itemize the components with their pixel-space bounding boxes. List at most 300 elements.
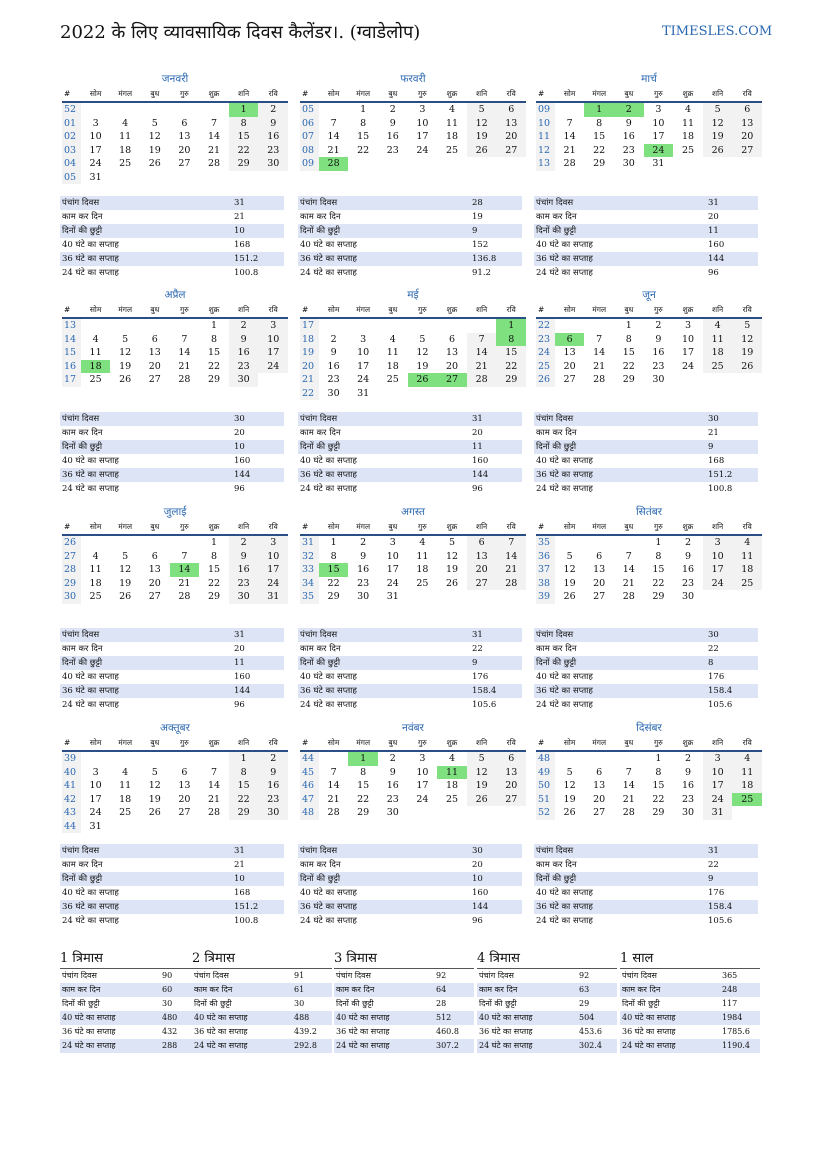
- day-cell[interactable]: 26: [732, 360, 762, 374]
- day-cell[interactable]: 15: [207, 564, 221, 575]
- day-cell[interactable]: 19: [563, 577, 576, 589]
- day-cell[interactable]: 5: [566, 766, 573, 778]
- day-cell[interactable]: 29: [207, 591, 221, 602]
- day-cell[interactable]: 27: [496, 144, 526, 158]
- day-cell[interactable]: 29: [593, 158, 606, 169]
- day-cell[interactable]: 9: [360, 550, 367, 562]
- day-cell[interactable]: 14: [622, 564, 635, 575]
- day-cell[interactable]: 6: [151, 550, 158, 562]
- day-cell[interactable]: 23: [386, 144, 399, 156]
- day-cell[interactable]: 4: [732, 536, 762, 550]
- day-cell[interactable]: 19: [563, 793, 576, 805]
- day-cell[interactable]: 24: [258, 577, 288, 591]
- holiday-day-cell[interactable]: 28: [319, 157, 349, 171]
- day-cell[interactable]: 10: [89, 131, 102, 142]
- day-cell[interactable]: 28: [207, 158, 221, 169]
- day-cell[interactable]: 23: [357, 577, 370, 589]
- day-cell[interactable]: 5: [467, 752, 497, 766]
- day-cell[interactable]: 27: [148, 374, 161, 385]
- day-cell[interactable]: 5: [703, 103, 733, 117]
- day-cell[interactable]: 19: [148, 144, 161, 156]
- day-cell[interactable]: 22: [652, 793, 665, 805]
- holiday-day-cell[interactable]: 1: [584, 103, 614, 117]
- day-cell[interactable]: 31: [652, 158, 665, 169]
- day-cell[interactable]: 6: [496, 103, 526, 117]
- day-cell[interactable]: 27: [732, 144, 762, 158]
- day-cell[interactable]: 10: [681, 333, 695, 345]
- day-cell[interactable]: 18: [386, 360, 399, 372]
- day-cell[interactable]: 3: [419, 753, 426, 764]
- day-cell[interactable]: 22: [207, 360, 221, 372]
- day-cell[interactable]: 18: [89, 577, 102, 589]
- day-cell[interactable]: 4: [122, 117, 129, 129]
- day-cell[interactable]: 2: [258, 103, 288, 117]
- day-cell[interactable]: 1: [625, 320, 632, 331]
- day-cell[interactable]: 17: [258, 563, 288, 577]
- day-cell[interactable]: 10: [357, 347, 370, 358]
- day-cell[interactable]: 21: [207, 144, 221, 156]
- day-cell[interactable]: 14: [327, 780, 340, 791]
- day-cell[interactable]: 6: [732, 103, 762, 117]
- day-cell[interactable]: 2: [389, 753, 396, 764]
- day-cell[interactable]: 12: [732, 333, 762, 347]
- day-cell[interactable]: 8: [625, 333, 632, 345]
- day-cell[interactable]: 11: [703, 333, 733, 347]
- day-cell[interactable]: 22: [327, 577, 340, 589]
- day-cell[interactable]: 7: [625, 550, 632, 562]
- day-cell[interactable]: 29: [229, 157, 259, 171]
- day-cell[interactable]: 15: [207, 347, 221, 358]
- day-cell[interactable]: 24: [89, 807, 102, 818]
- day-cell[interactable]: 13: [496, 766, 526, 780]
- day-cell[interactable]: 31: [386, 591, 399, 602]
- holiday-day-cell[interactable]: 6: [555, 333, 585, 347]
- day-cell[interactable]: 13: [148, 564, 161, 575]
- day-cell[interactable]: 12: [445, 550, 459, 562]
- day-cell[interactable]: 5: [151, 117, 158, 129]
- day-cell[interactable]: 6: [181, 766, 188, 778]
- day-cell[interactable]: 28: [327, 807, 340, 818]
- day-cell[interactable]: 13: [732, 117, 762, 131]
- day-cell[interactable]: 16: [327, 360, 340, 372]
- day-cell[interactable]: 30: [681, 807, 695, 818]
- day-cell[interactable]: 19: [119, 577, 132, 589]
- holiday-day-cell[interactable]: 1: [348, 752, 378, 766]
- holiday-day-cell[interactable]: 25: [732, 793, 762, 807]
- day-cell[interactable]: 24: [89, 158, 102, 169]
- day-cell[interactable]: 5: [122, 333, 129, 345]
- day-cell[interactable]: 8: [211, 550, 218, 562]
- day-cell[interactable]: 17: [681, 347, 695, 358]
- day-cell[interactable]: 11: [732, 766, 762, 780]
- day-cell[interactable]: 6: [449, 333, 456, 345]
- day-cell[interactable]: 16: [229, 346, 259, 360]
- holiday-day-cell[interactable]: 8: [496, 333, 526, 347]
- day-cell[interactable]: 4: [92, 550, 99, 562]
- day-cell[interactable]: 11: [119, 780, 132, 791]
- day-cell[interactable]: 10: [258, 550, 288, 564]
- day-cell[interactable]: 14: [593, 347, 606, 358]
- holiday-day-cell[interactable]: 24: [644, 144, 674, 158]
- day-cell[interactable]: 13: [178, 131, 191, 142]
- day-cell[interactable]: 6: [496, 752, 526, 766]
- day-cell[interactable]: 21: [496, 563, 526, 577]
- day-cell[interactable]: 24: [386, 577, 399, 589]
- day-cell[interactable]: 15: [357, 131, 370, 142]
- day-cell[interactable]: 31: [357, 387, 370, 399]
- day-cell[interactable]: 21: [467, 360, 497, 374]
- day-cell[interactable]: 23: [681, 793, 695, 805]
- day-cell[interactable]: 23: [652, 360, 665, 372]
- day-cell[interactable]: 25: [445, 144, 459, 156]
- day-cell[interactable]: 15: [593, 131, 606, 142]
- day-cell[interactable]: 27: [148, 591, 161, 602]
- day-cell[interactable]: 25: [89, 591, 102, 602]
- day-cell[interactable]: 16: [229, 563, 259, 577]
- day-cell[interactable]: 26: [445, 577, 459, 589]
- day-cell[interactable]: 13: [593, 564, 606, 575]
- day-cell[interactable]: 22: [357, 144, 370, 156]
- day-cell[interactable]: 17: [386, 564, 399, 575]
- day-cell[interactable]: 5: [566, 550, 573, 562]
- holiday-day-cell[interactable]: 14: [170, 563, 200, 577]
- day-cell[interactable]: 16: [386, 131, 399, 142]
- day-cell[interactable]: 6: [596, 550, 603, 562]
- day-cell[interactable]: 8: [330, 550, 337, 562]
- day-cell[interactable]: 20: [732, 130, 762, 144]
- day-cell[interactable]: 7: [181, 333, 188, 345]
- day-cell[interactable]: 2: [685, 537, 692, 548]
- day-cell[interactable]: 30: [622, 158, 635, 169]
- day-cell[interactable]: 5: [449, 537, 456, 548]
- day-cell[interactable]: 9: [258, 117, 288, 131]
- day-cell[interactable]: 13: [496, 117, 526, 131]
- day-cell[interactable]: 27: [593, 591, 606, 602]
- day-cell[interactable]: 15: [357, 780, 370, 791]
- day-cell[interactable]: 25: [703, 360, 733, 374]
- day-cell[interactable]: 25: [119, 807, 132, 818]
- day-cell[interactable]: 3: [258, 536, 288, 550]
- day-cell[interactable]: 14: [178, 347, 191, 358]
- day-cell[interactable]: 25: [732, 577, 762, 591]
- day-cell[interactable]: 20: [148, 577, 161, 589]
- day-cell[interactable]: 20: [467, 563, 497, 577]
- day-cell[interactable]: 13: [593, 780, 606, 791]
- day-cell[interactable]: 24: [416, 793, 429, 805]
- day-cell[interactable]: 28: [467, 373, 497, 387]
- month-name[interactable]: मार्च: [641, 73, 657, 85]
- day-cell[interactable]: 13: [178, 780, 191, 791]
- day-cell[interactable]: 3: [389, 537, 396, 548]
- day-cell[interactable]: 24: [416, 144, 429, 156]
- day-cell[interactable]: 3: [655, 104, 662, 115]
- day-cell[interactable]: 21: [622, 577, 635, 589]
- day-cell[interactable]: 23: [681, 577, 695, 589]
- day-cell[interactable]: 3: [92, 766, 99, 778]
- day-cell[interactable]: 11: [119, 131, 132, 142]
- day-cell[interactable]: 27: [496, 793, 526, 807]
- day-cell[interactable]: 11: [89, 564, 102, 575]
- day-cell[interactable]: 30: [386, 807, 399, 818]
- day-cell[interactable]: 18: [445, 131, 459, 142]
- day-cell[interactable]: 14: [207, 780, 221, 791]
- day-cell[interactable]: 29: [496, 373, 526, 387]
- holiday-day-cell[interactable]: 1: [229, 103, 259, 117]
- day-cell[interactable]: 24: [681, 360, 695, 372]
- day-cell[interactable]: 8: [596, 117, 603, 129]
- day-cell[interactable]: 4: [449, 753, 456, 764]
- day-cell[interactable]: 29: [652, 807, 665, 818]
- day-cell[interactable]: 2: [258, 752, 288, 766]
- day-cell[interactable]: 7: [496, 536, 526, 550]
- day-cell[interactable]: 1: [229, 752, 259, 766]
- day-cell[interactable]: 27: [178, 807, 191, 818]
- day-cell[interactable]: 9: [655, 333, 662, 345]
- day-cell[interactable]: 30: [229, 590, 259, 604]
- month-name[interactable]: नवंबर: [402, 722, 424, 734]
- day-cell[interactable]: 13: [148, 347, 161, 358]
- day-cell[interactable]: 21: [207, 793, 221, 805]
- day-cell[interactable]: 25: [416, 577, 429, 589]
- day-cell[interactable]: 2: [360, 537, 367, 548]
- month-name[interactable]: अगस्त: [400, 506, 425, 518]
- day-cell[interactable]: 15: [652, 564, 665, 575]
- day-cell[interactable]: 10: [386, 550, 399, 562]
- day-cell[interactable]: 14: [496, 550, 526, 564]
- month-name[interactable]: जुलाई: [163, 506, 187, 518]
- day-cell[interactable]: 9: [330, 347, 337, 358]
- day-cell[interactable]: 20: [593, 793, 606, 805]
- day-cell[interactable]: 9: [389, 766, 396, 778]
- day-cell[interactable]: 26: [563, 591, 576, 602]
- day-cell[interactable]: 22: [357, 793, 370, 805]
- day-cell[interactable]: 16: [681, 564, 695, 575]
- brand-link[interactable]: TIMESLES.COM: [662, 24, 773, 39]
- month-name[interactable]: फरवरी: [400, 73, 426, 85]
- day-cell[interactable]: 27: [593, 807, 606, 818]
- day-cell[interactable]: 11: [732, 550, 762, 564]
- day-cell[interactable]: 9: [258, 766, 288, 780]
- day-cell[interactable]: 22: [229, 793, 259, 807]
- day-cell[interactable]: 28: [563, 158, 576, 169]
- day-cell[interactable]: 8: [360, 766, 367, 778]
- day-cell[interactable]: 22: [496, 360, 526, 374]
- day-cell[interactable]: 4: [389, 333, 396, 345]
- day-cell[interactable]: 28: [207, 807, 221, 818]
- day-cell[interactable]: 24: [258, 360, 288, 374]
- day-cell[interactable]: 21: [593, 360, 606, 372]
- day-cell[interactable]: 22: [652, 577, 665, 589]
- day-cell[interactable]: 8: [655, 766, 662, 778]
- day-cell[interactable]: 12: [148, 780, 161, 791]
- day-cell[interactable]: 7: [625, 766, 632, 778]
- day-cell[interactable]: 22: [622, 360, 635, 372]
- day-cell[interactable]: 23: [258, 144, 288, 158]
- holiday-day-cell[interactable]: 15: [319, 563, 349, 577]
- day-cell[interactable]: 31: [258, 590, 288, 604]
- day-cell[interactable]: 11: [681, 117, 695, 129]
- day-cell[interactable]: 12: [416, 347, 429, 358]
- day-cell[interactable]: 2: [389, 104, 396, 115]
- day-cell[interactable]: 15: [229, 130, 259, 144]
- day-cell[interactable]: 10: [416, 117, 429, 129]
- day-cell[interactable]: 12: [563, 564, 576, 575]
- day-cell[interactable]: 24: [357, 374, 370, 385]
- day-cell[interactable]: 25: [445, 793, 459, 805]
- day-cell[interactable]: 31: [89, 171, 102, 183]
- day-cell[interactable]: 10: [89, 780, 102, 791]
- day-cell[interactable]: 7: [467, 333, 497, 347]
- day-cell[interactable]: 28: [496, 577, 526, 591]
- day-cell[interactable]: 27: [467, 577, 497, 591]
- day-cell[interactable]: 25: [89, 374, 102, 385]
- day-cell[interactable]: 6: [596, 766, 603, 778]
- day-cell[interactable]: 18: [119, 793, 132, 805]
- day-cell[interactable]: 14: [622, 780, 635, 791]
- day-cell[interactable]: 5: [732, 319, 762, 333]
- day-cell[interactable]: 21: [563, 144, 576, 156]
- day-cell[interactable]: 14: [207, 131, 221, 142]
- day-cell[interactable]: 13: [445, 347, 459, 358]
- day-cell[interactable]: 19: [445, 564, 459, 575]
- day-cell[interactable]: 19: [148, 793, 161, 805]
- day-cell[interactable]: 18: [119, 144, 132, 156]
- day-cell[interactable]: 15: [652, 780, 665, 791]
- day-cell[interactable]: 12: [563, 780, 576, 791]
- day-cell[interactable]: 21: [178, 360, 191, 372]
- day-cell[interactable]: 30: [229, 373, 259, 387]
- day-cell[interactable]: 14: [327, 131, 340, 142]
- day-cell[interactable]: 18: [732, 779, 762, 793]
- day-cell[interactable]: 20: [563, 360, 576, 372]
- day-cell[interactable]: 7: [330, 766, 337, 778]
- day-cell[interactable]: 15: [229, 779, 259, 793]
- day-cell[interactable]: 2: [229, 319, 259, 333]
- day-cell[interactable]: 4: [92, 333, 99, 345]
- day-cell[interactable]: 7: [596, 333, 603, 345]
- day-cell[interactable]: 21: [622, 793, 635, 805]
- day-cell[interactable]: 9: [685, 550, 692, 562]
- day-cell[interactable]: 11: [386, 347, 399, 358]
- day-cell[interactable]: 7: [211, 117, 218, 129]
- day-cell[interactable]: 9: [229, 333, 259, 347]
- day-cell[interactable]: 8: [229, 117, 259, 131]
- day-cell[interactable]: 10: [416, 766, 429, 778]
- day-cell[interactable]: 11: [89, 347, 102, 358]
- month-name[interactable]: जनवरी: [161, 73, 189, 85]
- day-cell[interactable]: 17: [416, 780, 429, 791]
- day-cell[interactable]: 7: [181, 550, 188, 562]
- day-cell[interactable]: 12: [119, 347, 132, 358]
- day-cell[interactable]: 23: [386, 793, 399, 805]
- day-cell[interactable]: 19: [732, 346, 762, 360]
- day-cell[interactable]: 12: [703, 117, 733, 131]
- day-cell[interactable]: 5: [122, 550, 129, 562]
- day-cell[interactable]: 7: [566, 117, 573, 129]
- day-cell[interactable]: 3: [685, 320, 692, 331]
- day-cell[interactable]: 2: [330, 333, 337, 345]
- day-cell[interactable]: 3: [703, 536, 733, 550]
- day-cell[interactable]: 12: [148, 131, 161, 142]
- day-cell[interactable]: 8: [360, 117, 367, 129]
- day-cell[interactable]: 17: [258, 346, 288, 360]
- day-cell[interactable]: 2: [685, 753, 692, 764]
- day-cell[interactable]: 26: [467, 793, 497, 807]
- day-cell[interactable]: 30: [681, 591, 695, 602]
- day-cell[interactable]: 26: [119, 374, 132, 385]
- day-cell[interactable]: 7: [211, 766, 218, 778]
- day-cell[interactable]: 30: [357, 591, 370, 602]
- day-cell[interactable]: 18: [703, 346, 733, 360]
- day-cell[interactable]: 1: [211, 320, 218, 331]
- day-cell[interactable]: 8: [211, 333, 218, 345]
- day-cell[interactable]: 29: [327, 591, 340, 602]
- day-cell[interactable]: 29: [229, 806, 259, 820]
- day-cell[interactable]: 1: [360, 104, 367, 115]
- day-cell[interactable]: 25: [119, 158, 132, 169]
- day-cell[interactable]: 5: [467, 103, 497, 117]
- day-cell[interactable]: 15: [622, 347, 635, 358]
- day-cell[interactable]: 14: [467, 346, 497, 360]
- day-cell[interactable]: 10: [652, 117, 665, 129]
- day-cell[interactable]: 25: [386, 374, 399, 385]
- day-cell[interactable]: 12: [467, 117, 497, 131]
- day-cell[interactable]: 14: [563, 131, 576, 142]
- day-cell[interactable]: 3: [419, 104, 426, 115]
- day-cell[interactable]: 21: [178, 577, 191, 589]
- day-cell[interactable]: 9: [685, 766, 692, 778]
- holiday-day-cell[interactable]: 1: [496, 319, 526, 333]
- day-cell[interactable]: 10: [703, 550, 733, 564]
- day-cell[interactable]: 15: [496, 346, 526, 360]
- day-cell[interactable]: 4: [685, 104, 692, 115]
- day-cell[interactable]: 5: [419, 333, 426, 345]
- day-cell[interactable]: 3: [360, 333, 367, 345]
- day-cell[interactable]: 4: [122, 766, 129, 778]
- day-cell[interactable]: 17: [357, 360, 370, 372]
- day-cell[interactable]: 29: [207, 374, 221, 385]
- month-name[interactable]: सितंबर: [635, 506, 663, 518]
- day-cell[interactable]: 23: [229, 360, 259, 374]
- day-cell[interactable]: 28: [178, 374, 191, 385]
- day-cell[interactable]: 30: [327, 387, 340, 399]
- day-cell[interactable]: 2: [229, 536, 259, 550]
- month-name[interactable]: अप्रैल: [164, 289, 186, 301]
- day-cell[interactable]: 17: [703, 779, 733, 793]
- day-cell[interactable]: 4: [732, 752, 762, 766]
- day-cell[interactable]: 20: [496, 779, 526, 793]
- day-cell[interactable]: 26: [119, 591, 132, 602]
- day-cell[interactable]: 17: [703, 563, 733, 577]
- day-cell[interactable]: 20: [148, 360, 161, 372]
- day-cell[interactable]: 4: [419, 537, 426, 548]
- day-cell[interactable]: 13: [467, 550, 497, 564]
- day-cell[interactable]: 19: [467, 779, 497, 793]
- day-cell[interactable]: 23: [622, 144, 635, 156]
- day-cell[interactable]: 26: [148, 158, 161, 169]
- day-cell[interactable]: 28: [593, 374, 606, 385]
- day-cell[interactable]: 21: [327, 144, 340, 156]
- day-cell[interactable]: 6: [151, 333, 158, 345]
- day-cell[interactable]: 20: [496, 130, 526, 144]
- day-cell[interactable]: 19: [416, 360, 429, 372]
- day-cell[interactable]: 26: [148, 807, 161, 818]
- day-cell[interactable]: 8: [229, 766, 259, 780]
- day-cell[interactable]: 6: [467, 536, 497, 550]
- day-cell[interactable]: 4: [449, 104, 456, 115]
- day-cell[interactable]: 31: [89, 820, 102, 832]
- day-cell[interactable]: 20: [445, 360, 459, 372]
